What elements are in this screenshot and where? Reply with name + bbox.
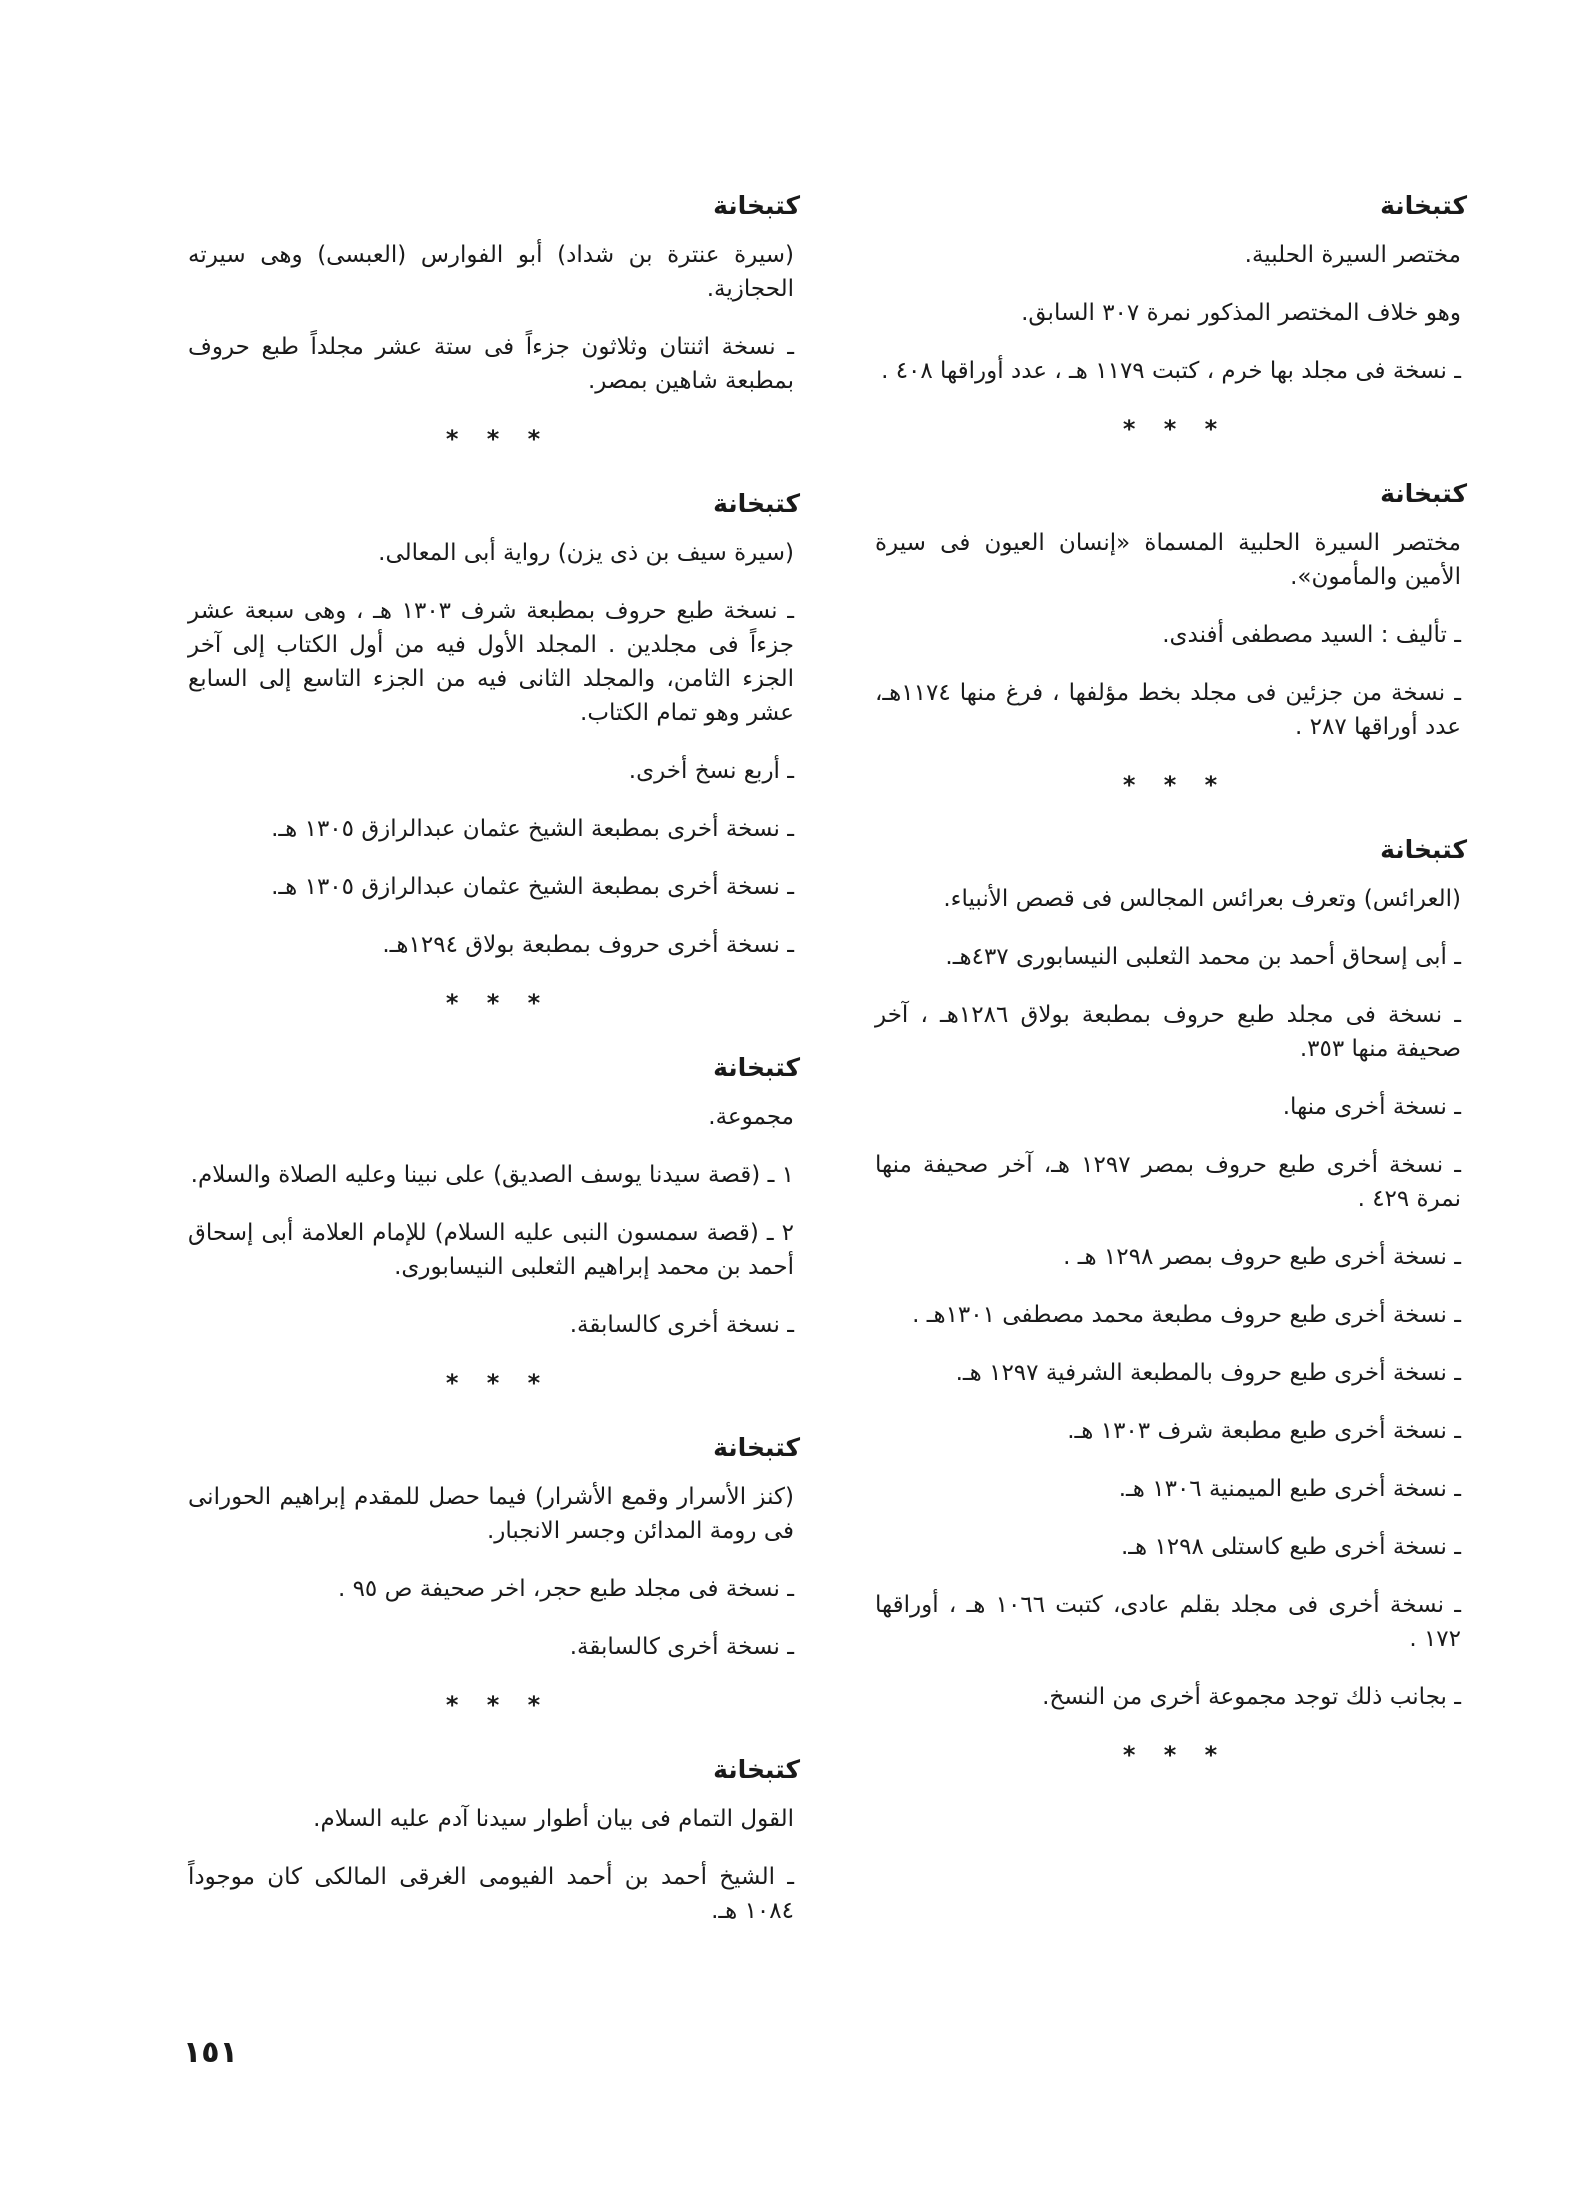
page-number: ١٥١ (183, 2035, 238, 2070)
section-separator: * * * (1122, 415, 1228, 443)
catalog-entry (188, 1754, 808, 1928)
entry-title: كتبخانة (713, 191, 800, 220)
entry-line: ـ نسخة طبع حروف بمطبعة شرف ١٣٠٣ هـ ، وهى سبعة عشر جزءاً فى مجلدين . المجلد الأول فيه من أول الكتاب إلى آخر الجزء الثامن، والمجلد الثانى فيه من الجزء التاسع إلى السابع عشر وهو تمام الكتاب. (188, 598, 794, 726)
entry-title: كتبخانة (1380, 191, 1467, 220)
right-column (875, 190, 1475, 1804)
entry-title: كتبخانة (713, 1755, 800, 1784)
catalog-entry (875, 190, 1475, 388)
entry-line: ـ نسخة اثنتان وثلاثون جزءاً فى ستة عشر مجلداً طبع حروف بمطبعة شاهين بمصر. (188, 334, 794, 394)
catalog-entry (188, 1432, 808, 1664)
entry-line: ـ نسخة أخرى طبع الميمنية ١٣٠٦ هـ. (1118, 1476, 1461, 1502)
entry-line: ـ نسخة أخرى حروف بمطبعة بولاق ١٢٩٤هـ. (382, 932, 794, 958)
entry-line: ـ نسخة أخرى طبع كاستلى ١٢٩٨ هـ. (1120, 1534, 1461, 1560)
entry-line: ـ نسخة فى مجلد طبع حروف بمطبعة بولاق ١٢٨٦هـ ، آخر صحيفة منها ٣٥٣. (875, 1002, 1461, 1062)
entry-line: مجموعة. (708, 1104, 794, 1130)
entry-line: ـ نسخة أخرى طبع حروف بمصر ١٢٩٨ هـ . (1063, 1244, 1461, 1270)
entry-line: ١ ـ (قصة سيدنا يوسف الصديق) على نبينا وعليه الصلاة والسلام. (190, 1162, 794, 1188)
entry-title: كتبخانة (713, 489, 800, 518)
entry-line: ـ نسخة أخرى طبع حروف مطبعة محمد مصطفى ١٣٠١هـ . (912, 1302, 1461, 1328)
entry-line: ـ نسخة أخرى طبع حروف بمصر ١٢٩٧ هـ، آخر صحيفة منها نمرة ٤٢٩ . (875, 1152, 1461, 1212)
entry-line: ـ نسخة فى مجلد بها خرم ، كتبت ١١٧٩ هـ ، عدد أوراقها ٤٠٨ . (881, 358, 1461, 384)
catalog-entry (188, 190, 808, 398)
entry-title: كتبخانة (713, 1053, 800, 1082)
entry-line: وهو خلاف المختصر المذكور نمرة ٣٠٧ السابق. (1021, 300, 1461, 326)
entry-title: كتبخانة (713, 1433, 800, 1462)
entry-line: ـ نسخة أخرى كالسابقة. (569, 1312, 794, 1338)
entry-line: ـ نسخة فى مجلد طبع حجر، اخر صحيفة ص ٩٥ . (337, 1576, 794, 1602)
section-separator: * * * (1122, 771, 1228, 799)
entry-line: ـ تأليف : السيد مصطفى أفندى. (1162, 622, 1461, 648)
section-separator: * * * (445, 1691, 551, 1719)
entry-line: ـ نسخة من جزئين فى مجلد بخط مؤلفها ، فرغ منها ١١٧٤هـ، عدد أوراقها ٢٨٧ . (875, 680, 1461, 740)
entry-line: ـ أربع نسخ أخرى. (628, 758, 794, 784)
entry-line: ٢ ـ (قصة سمسون النبى عليه السلام) للإمام العلامة أبى إسحاق أحمد بن محمد إبراهيم الثعلبى النيسابورى. (188, 1220, 794, 1280)
catalog-entry (875, 834, 1475, 1714)
entry-line: ـ بجانب ذلك توجد مجموعة أخرى من النسخ. (1042, 1684, 1461, 1710)
catalog-entry (188, 1052, 808, 1342)
entry-line: (كنز الأسرار وقمع الأشرار) فيما حصل للمقدم إبراهيم الحورانى فى رومة المدائن وجسر الانجبار. (188, 1484, 794, 1544)
catalog-entry (188, 488, 808, 962)
entry-line: (سيرة سيف بن ذى يزن) رواية أبى المعالى. (378, 540, 794, 566)
entry-line: ـ نسخة أخرى كالسابقة. (569, 1634, 794, 1660)
entry-line: مختصر السيرة الحلبية. (1244, 242, 1461, 268)
entry-line: ـ نسخة أخرى بمطبعة الشيخ عثمان عبدالرازق ١٣٠٥ هـ. (271, 874, 794, 900)
entry-line: مختصر السيرة الحلبية المسماة «إنسان العيون فى سيرة الأمين والمأمون». (875, 530, 1461, 590)
entry-line: (سيرة عنترة بن شداد) أبو الفوارس (العبسى) وهى سيرته الحجازية. (188, 242, 794, 302)
entry-line: ـ نسخة أخرى طبع مطبعة شرف ١٣٠٣ هـ. (1067, 1418, 1461, 1444)
entry-line: ـ الشيخ أحمد بن أحمد الفيومى الغرقى المالكى كان موجوداً ١٠٨٤ هـ. (188, 1864, 794, 1924)
entry-line: القول التمام فى بيان أطوار سيدنا آدم عليه السلام. (313, 1806, 794, 1832)
section-separator: * * * (1122, 1741, 1228, 1769)
section-separator: * * * (445, 1369, 551, 1397)
entry-line: ـ نسخة أخرى بمطبعة الشيخ عثمان عبدالرازق ١٣٠٥ هـ. (271, 816, 794, 842)
section-separator: * * * (445, 989, 551, 1017)
entry-line: (العرائس) وتعرف بعرائس المجالس فى قصص الأنبياء. (943, 886, 1461, 912)
entry-title: كتبخانة (1380, 479, 1467, 508)
entry-line: ـ نسخة أخرى منها. (1282, 1094, 1461, 1120)
entry-line: ـ أبى إسحاق أحمد بن محمد الثعلبى النيسابورى ٤٣٧هـ. (945, 944, 1461, 970)
left-column (188, 190, 808, 1952)
entry-title: كتبخانة (1380, 835, 1467, 864)
entry-line: ـ نسخة أخرى طبع حروف بالمطبعة الشرفية ١٢٩٧ هـ. (955, 1360, 1461, 1386)
entry-line: ـ نسخة أخرى فى مجلد بقلم عادى، كتبت ١٠٦٦ هـ ، أوراقها ١٧٢ . (875, 1592, 1461, 1652)
section-separator: * * * (445, 425, 551, 453)
catalog-entry (875, 478, 1475, 744)
